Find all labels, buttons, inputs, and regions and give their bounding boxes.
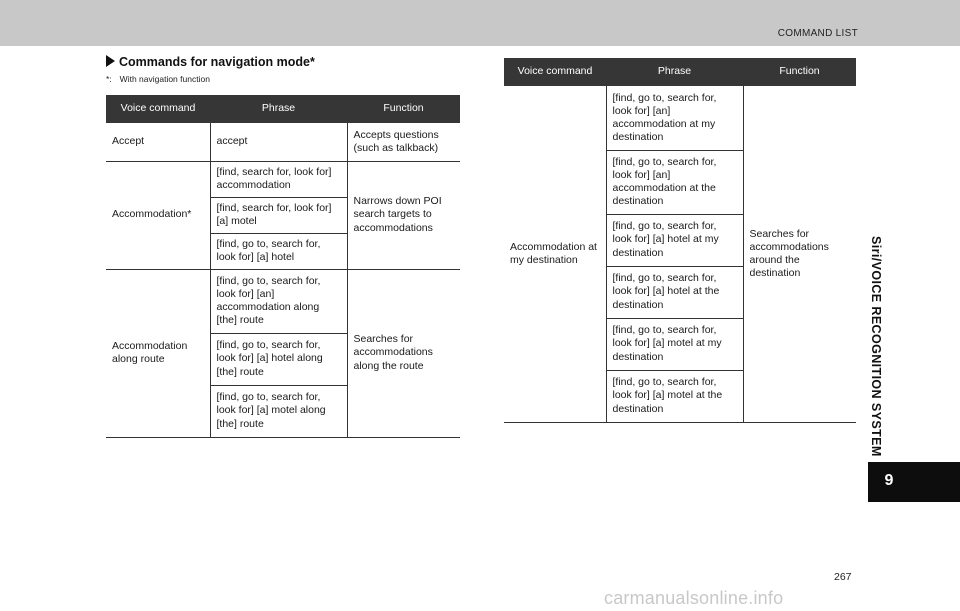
column-header-phrase: Phrase <box>606 58 743 86</box>
phrase-cell: [find, search for, look for] [a] motel <box>210 197 347 233</box>
voice-command-cell: Accommodation along route <box>106 269 210 437</box>
function-cell: Accepts questions (such as talkback) <box>347 123 460 161</box>
side-chapter-tab <box>870 236 910 456</box>
function-cell: Searches for accommodations along the route <box>347 269 460 437</box>
phrase-cell: [find, go to, search for, look for] [a] hotel <box>210 233 347 269</box>
side-chapter-title: Siri/VOICE RECOGNITION SYSTEM <box>869 236 883 457</box>
column-header-phrase: Phrase <box>210 95 347 123</box>
running-header: COMMAND LIST <box>777 28 858 39</box>
page-number: 267 <box>834 571 852 583</box>
top-header-bar <box>0 0 960 46</box>
commands-table-right <box>504 58 856 423</box>
triangle-bullet-icon <box>106 55 115 67</box>
phrase-cell: [find, go to, search for, look for] [a] hotel at the destination <box>606 266 743 318</box>
phrase-cell: [find, go to, search for, look for] [an] accommodation along [the] route <box>210 269 347 333</box>
section-title-text: Commands for navigation mode* <box>119 55 315 69</box>
phrase-cell: [find, go to, search for, look for] [a] motel along [the] route <box>210 385 347 437</box>
phrase-cell: [find, go to, search for, look for] [a] motel at my destination <box>606 318 743 370</box>
phrase-cell: [find, go to, search for, look for] [an] accommodation at the destination <box>606 150 743 214</box>
phrase-cell: [find, go to, search for, look for] [an] accommodation at my destination <box>606 86 743 150</box>
voice-command-cell: Accommodation* <box>106 161 210 269</box>
phrase-cell: [find, go to, search for, look for] [a] hotel at my destination <box>606 214 743 266</box>
footnote-marker: *: <box>106 74 112 84</box>
column-header-function: Function <box>743 58 856 86</box>
table-header-row <box>504 58 856 86</box>
footnote-text: With navigation function <box>119 74 210 84</box>
function-cell: Narrows down POI search targets to accommodations <box>347 161 460 269</box>
commands-table-left <box>106 95 460 438</box>
function-cell: Searches for accommodations around the destination <box>743 86 856 422</box>
table-row <box>106 123 460 161</box>
table-row <box>106 161 460 197</box>
section-title <box>106 55 315 69</box>
table-header-row <box>106 95 460 123</box>
table-row <box>106 269 460 333</box>
phrase-cell: [find, search for, look for] accommodation <box>210 161 347 197</box>
column-header-voice: Voice command <box>504 58 606 86</box>
chapter-number: 9 <box>884 472 894 489</box>
table-row <box>504 86 856 150</box>
watermark-text: carmanualsonline.info <box>604 588 784 608</box>
footnote <box>106 74 210 84</box>
voice-command-cell: Accept <box>106 123 210 161</box>
column-header-voice: Voice command <box>106 95 210 123</box>
chapter-number-box <box>868 462 960 502</box>
phrase-cell: accept <box>210 123 347 161</box>
phrase-cell: [find, go to, search for, look for] [a] motel at the destination <box>606 370 743 422</box>
column-header-function: Function <box>347 95 460 123</box>
voice-command-cell: Accommodation at my destination <box>504 86 606 422</box>
phrase-cell: [find, go to, search for, look for] [a] hotel along [the] route <box>210 333 347 385</box>
